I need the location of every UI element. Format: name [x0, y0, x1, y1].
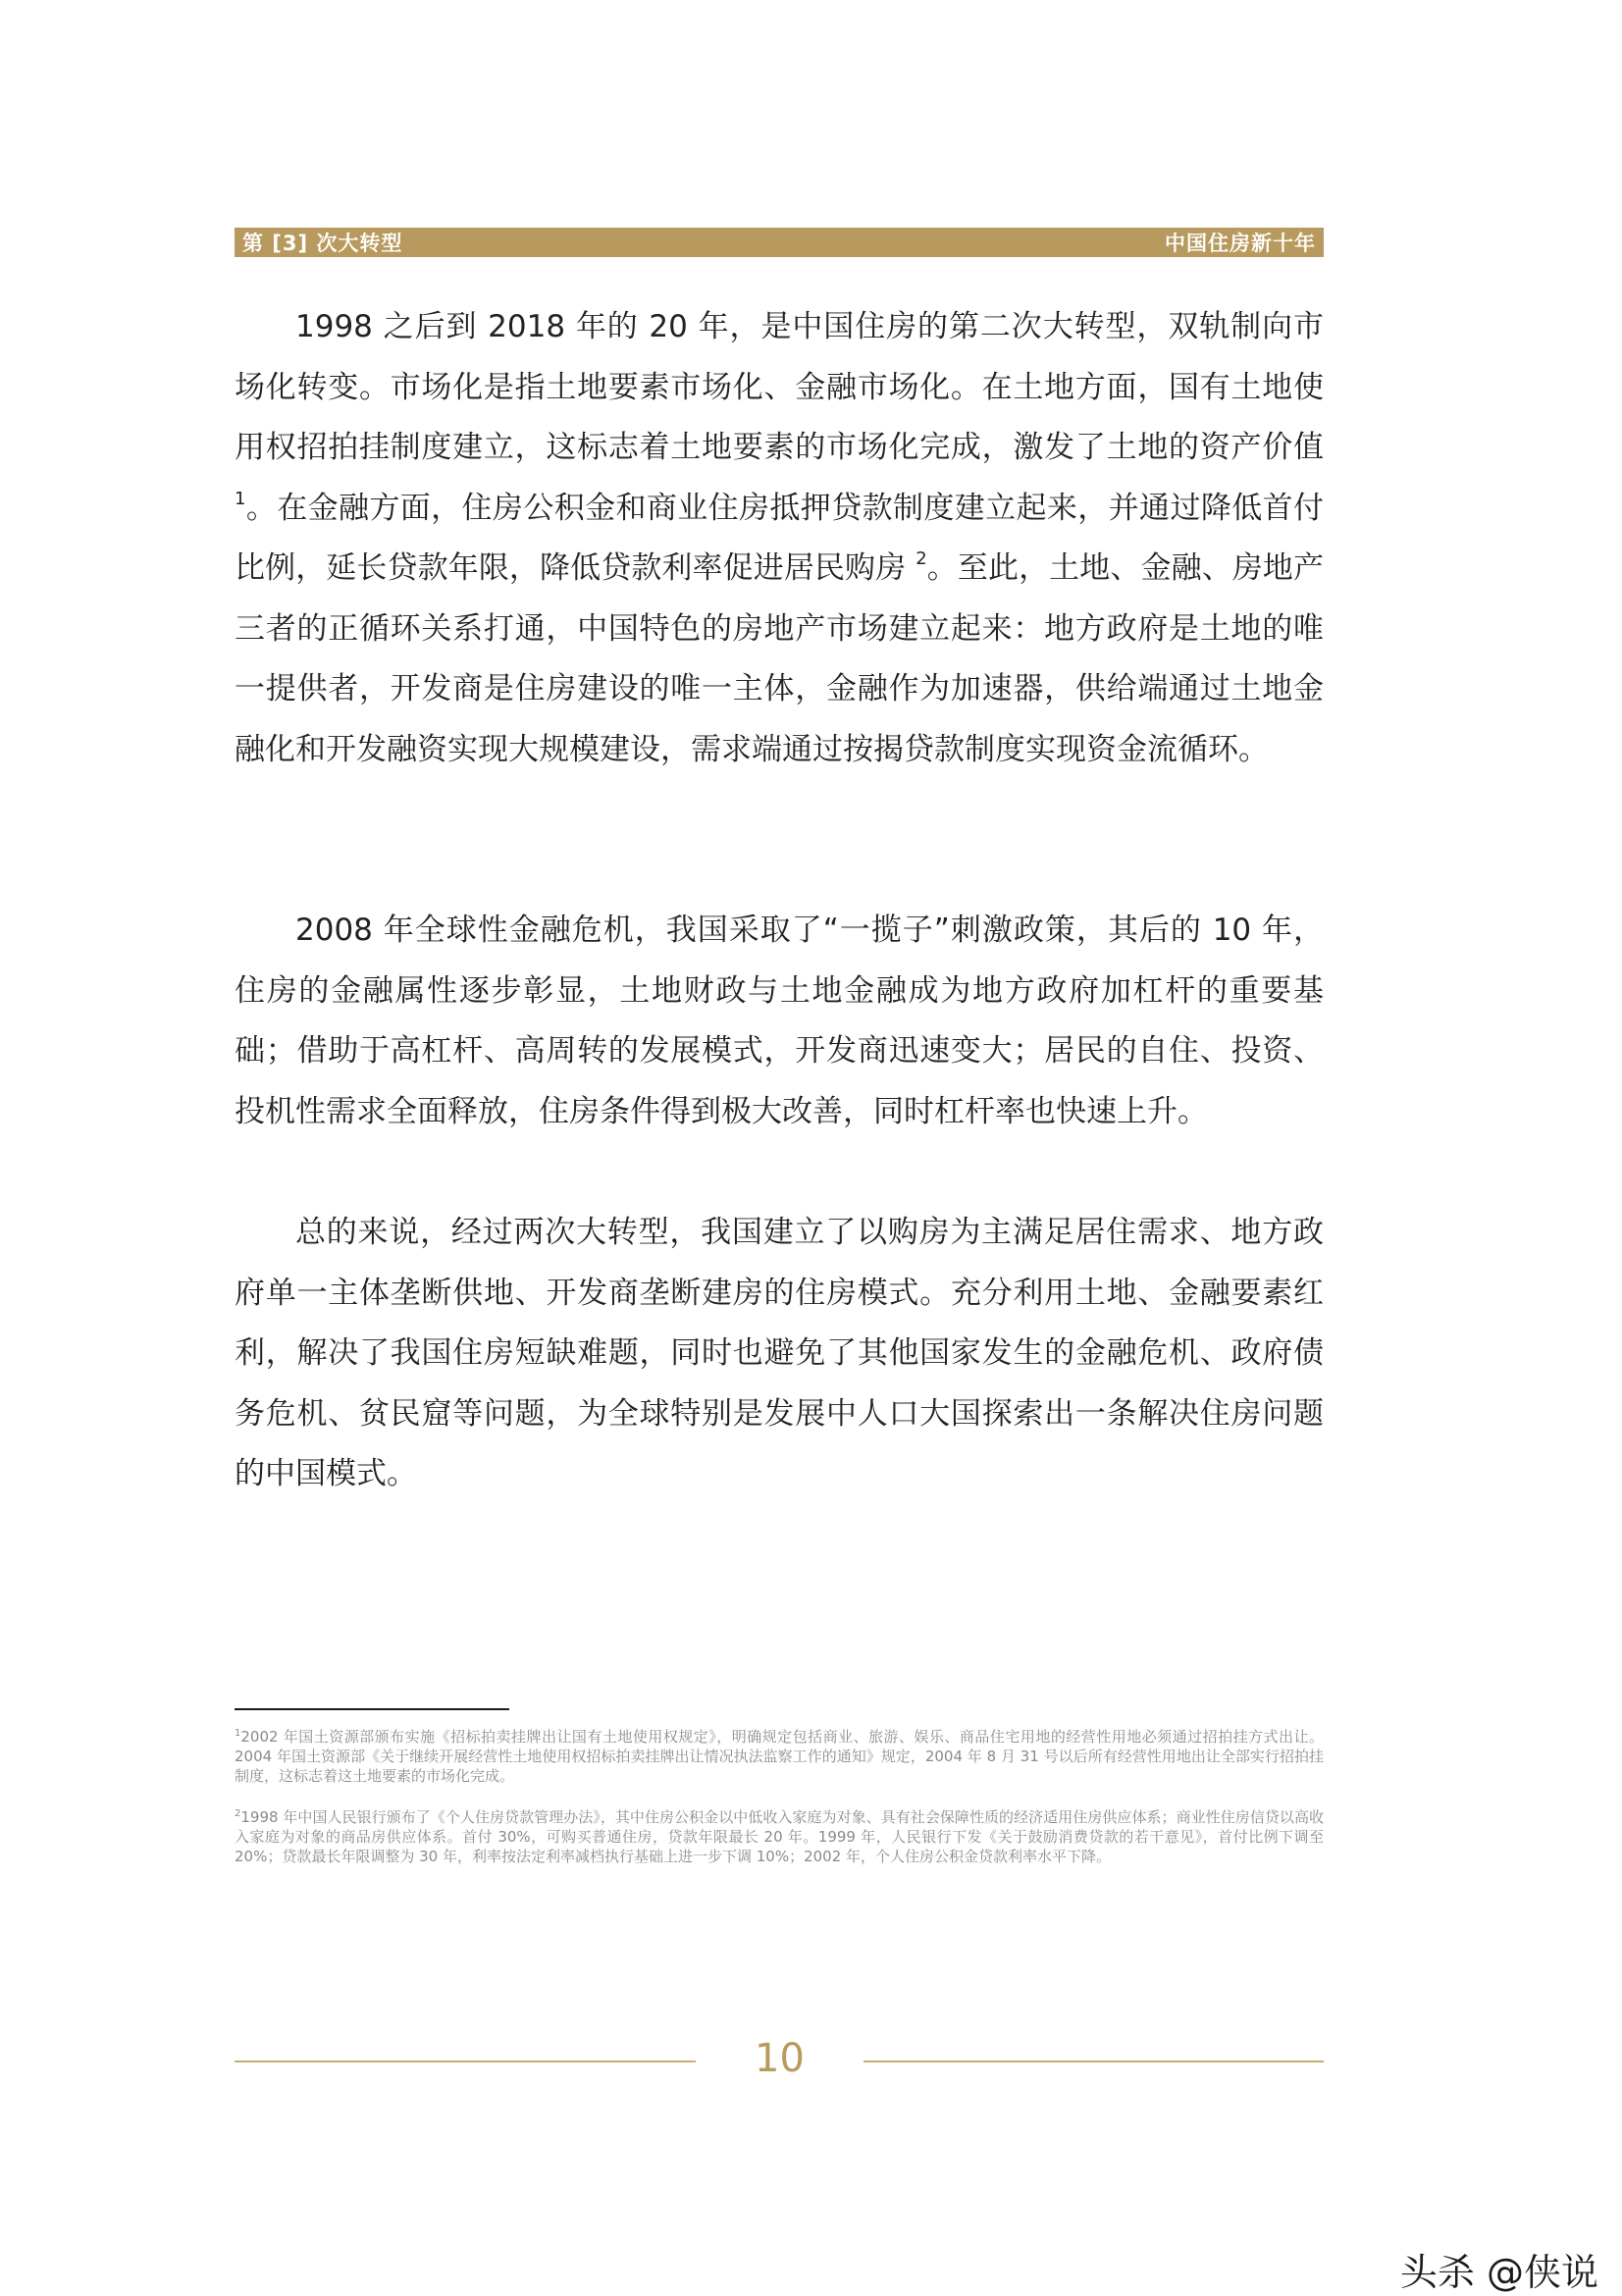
- footnote-2-text: 1998 年中国人民银行颁布了《个人住房贷款管理办法》，其中住房公积金以中低收入家庭为对象、具有社会保障性质的经济适用住房供应体系；商业性住房信贷以高收入家庭为对象的商品房供应体系。首付 30%，可购买普通住房，贷款年限最长 20 年。1999 年，人民银行下发《关于鼓励消费贷款的若干意见》，首付比例下调至 20%；贷款最长年限调整为 30 年，利率按法定利率减档执行基础上进一步下调 10%；2002 年，个人住房公积金贷款利率水平下降。: [235, 1808, 1324, 1865]
- page-number-rule-right: [863, 2061, 1324, 2062]
- page-number: 10: [755, 2036, 805, 2081]
- page-number-rule-left: [235, 2061, 696, 2062]
- footnote-1-text: 2002 年国土资源部颁布实施《招标拍卖挂牌出让国有土地使用权规定》，明确规定包括商业、旅游、娱乐、商品住宅用地的经营性用地必须通过招拍挂方式出让。2004 年国土资源部《关于继续开展经营性土地使用权招标拍卖挂牌出让情况执法监察工作的通知》规定，2004 年 8 月 31 号以后所有经营性用地出让全部实行招拍挂制度，这标志着这土地要素的市场化完成。: [235, 1728, 1324, 1785]
- footnote-2: [235, 1807, 1324, 1866]
- header-book-title: 中国住房新十年: [1165, 232, 1316, 255]
- body-paragraph-3: 总的来说，经过两次大转型，我国建立了以购房为主满足居住需求、地方政府单一主体垄断供地、开发商垄断建房的住房模式。充分利用土地、金融要素红利，解决了我国住房短缺难题，同时也避免了其他国家发生的金融危机、政府债务危机、贫民窟等问题，为全球特别是发展中人口大国探索出一条解决住房问题的中国模式。: [235, 1215, 1324, 1491]
- footnote-2-mark: 2: [235, 1808, 241, 1819]
- source-watermark: 头杀 @侠说: [1399, 2251, 1598, 2294]
- paragraph-1-text-b: 。在金融方面，住房公积金和商业住房抵押贷款制度建立起来，并通过降低首付比例，延长贷款年限，降低贷款利率促进居民购房: [235, 490, 1324, 586]
- paragraph-1-text-a: 1998 之后到 2018 年的 20 年，是中国住房的第二次大转型，双轨制向市场化转变。市场化是指土地要素市场化、金融市场化。在土地方面，国有土地使用权招拍挂制度建立，这标志着土地要素的市场化完成，激发了土地的资产价值: [235, 309, 1324, 465]
- header-chapter-title: 第 [3] 次大转型: [242, 232, 403, 255]
- footnote-1-mark: 1: [235, 1728, 241, 1739]
- body-paragraph-1: [235, 297, 1324, 780]
- footnote-ref-2[interactable]: 2: [916, 548, 927, 569]
- running-header: [235, 228, 1324, 257]
- footnote-divider: [235, 1708, 509, 1710]
- footnote-1: [235, 1727, 1324, 1786]
- body-paragraph-2: 2008 年全球性金融危机，我国采取了“一揽子”刺激政策，其后的 10 年，住房的金融属性逐步彰显，土地财政与土地金融成为地方政府加杠杆的重要基础；借助于高杠杆、高周转的发展模式，开发商迅速变大；居民的自住、投资、投机性需求全面释放，住房条件得到极大改善，同时杠杆率也快速上升。: [235, 913, 1324, 1129]
- paragraph-1-text-c: 。至此，土地、金融、房地产三者的正循环关系打通，中国特色的房地产市场建立起来：地方政府是土地的唯一提供者，开发商是住房建设的唯一主体，金融作为加速器，供给端通过土地金融化和开发融资实现大规模建设，需求端通过按揭贷款制度实现资金流循环。: [235, 550, 1325, 767]
- footnote-ref-1[interactable]: 1: [235, 488, 246, 509]
